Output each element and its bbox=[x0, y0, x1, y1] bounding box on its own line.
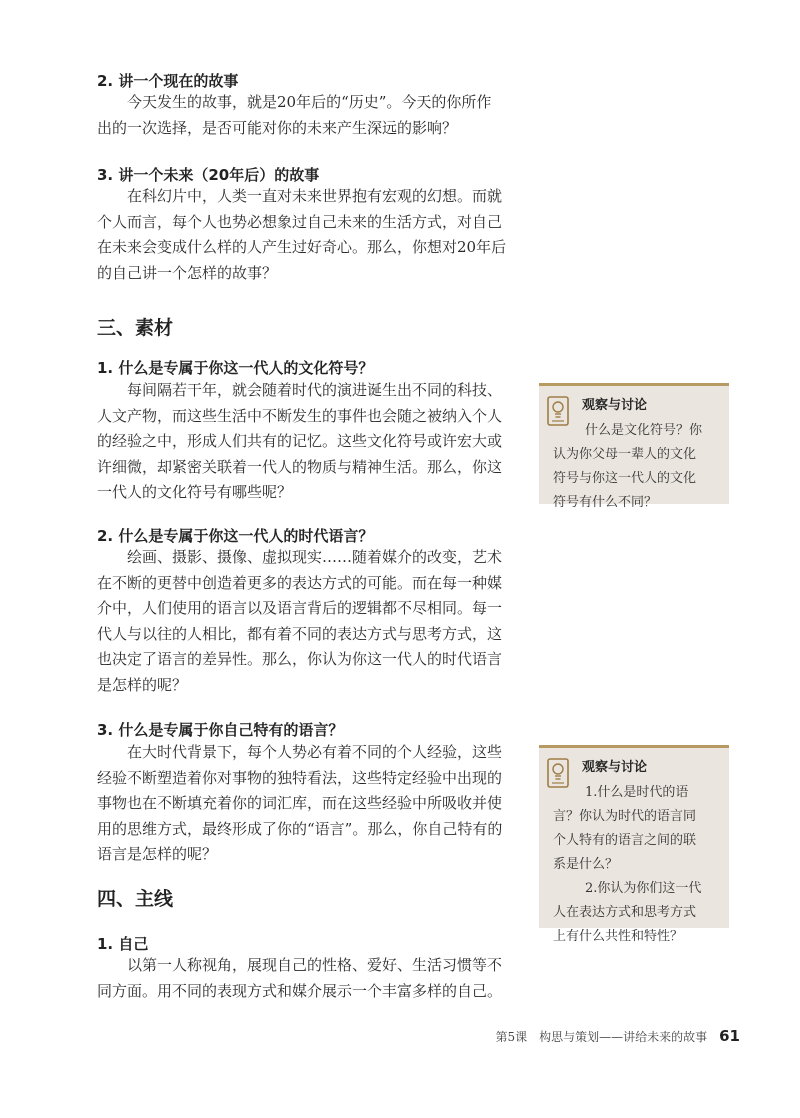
paragraph-cultural-symbols bbox=[97, 378, 517, 506]
sidebar-text-line: 什么是文化符号？你 bbox=[585, 423, 703, 438]
sidebar-text-line: 个人特有的语言之间的联 bbox=[553, 833, 697, 848]
sidebar-text-line: 人在表达方式和思考方式 bbox=[553, 905, 697, 920]
heading-personal-language: 3. 什么是专属于你自己特有的语言？ bbox=[97, 721, 344, 739]
sidebar-text-line: 符号有什么不同？ bbox=[553, 495, 658, 510]
heading-mainline: 四、主线 bbox=[97, 888, 174, 910]
text-line: 介中，人们使用的语言以及语言背后的逻辑都不尽相同。每一 bbox=[97, 599, 503, 618]
text-line: 出的一次选择，是否可能对你的未来产生深远的影响？ bbox=[97, 118, 458, 137]
text-line: 一代人的文化符号有哪些呢？ bbox=[97, 483, 293, 502]
sidebar-discussion-box-2 bbox=[539, 745, 729, 944]
text-line: 的自己讲一个怎样的故事？ bbox=[97, 263, 278, 282]
sidebar-text-line: 2.你认为你们这一代 bbox=[585, 881, 702, 896]
text-line: 绘画、摄影、摄像、虚拟现实……随着媒介的改变，艺术 bbox=[127, 548, 503, 566]
sidebar-box-body bbox=[553, 781, 725, 949]
text-line: 用的思维方式，最终形成了你的“语言”。那么，你自己特有的 bbox=[97, 819, 503, 838]
heading-present-story: 2. 讲一个现在的故事 bbox=[97, 72, 239, 90]
text-line: 语言是怎样的呢？ bbox=[97, 845, 218, 864]
sidebar-text-line: 认为你父母一辈人的文化 bbox=[553, 447, 697, 462]
sidebar-text-line: 言？你认为时代的语言同 bbox=[553, 809, 697, 824]
sidebar-text-line: 上有什么共性和特性？ bbox=[553, 929, 684, 944]
sidebar-box-title: 观察与讨论 bbox=[582, 760, 648, 775]
sidebar-box-body bbox=[553, 419, 725, 515]
page-footer bbox=[495, 1027, 740, 1045]
paragraph-self bbox=[97, 953, 517, 1004]
text-line: 以第一人称视角，展现自己的性格、爱好、生活习惯等不 bbox=[127, 956, 503, 974]
text-line: 也决定了语言的差异性。那么，你认为你这一代人的时代语言 bbox=[97, 650, 503, 669]
paragraph-future-story bbox=[97, 184, 517, 286]
paragraph-personal-language bbox=[97, 740, 517, 868]
footer-lesson-title: 第5课 构思与策划——讲给未来的故事 bbox=[495, 1030, 708, 1044]
sidebar-text-line: 1.什么是时代的语 bbox=[585, 785, 689, 800]
heading-future-story: 3. 讲一个未来（20年后）的故事 bbox=[97, 166, 320, 184]
text-line: 每间隔若干年，就会随着时代的演进诞生出不同的科技、 bbox=[127, 381, 503, 399]
heading-self: 1. 自己 bbox=[97, 935, 149, 953]
sidebar-text-line: 符号与你这一代人的文化 bbox=[553, 471, 697, 486]
text-line: 是怎样的呢？ bbox=[97, 675, 188, 694]
text-line: 的经验之中，形成人们共有的记忆。这些文化符号或许宏大或 bbox=[97, 432, 503, 451]
paragraph-present-story bbox=[97, 90, 517, 141]
text-line: 在未来会变成什么样的人产生过好奇心。那么，你想对20年后 bbox=[97, 238, 507, 257]
paragraph-era-language bbox=[97, 545, 517, 699]
text-line: 事物也在不断填充着你的词汇库，而在这些经验中所吸收并使 bbox=[97, 794, 503, 813]
text-line: 许细微，却紧密关联着一代人的物质与精神生活。那么，你这 bbox=[97, 457, 503, 476]
text-line: 在大时代背景下，每个人势必有着不同的个人经验，这些 bbox=[127, 743, 503, 761]
text-line: 经验不断塑造着你对事物的独特看法，这些特定经验中出现的 bbox=[97, 768, 503, 787]
text-line: 今天发生的故事，就是20年后的“历史”。今天的你所作 bbox=[127, 93, 492, 111]
sidebar-text-line: 系是什么？ bbox=[553, 857, 619, 872]
text-line: 在科幻片中，人类一直对未来世界抱有宏观的幻想。而就 bbox=[127, 187, 503, 205]
text-line: 同方面。用不同的表现方式和媒介展示一个丰富多样的自己。 bbox=[97, 981, 503, 1000]
text-line: 代人与以往的人相比，都有着不同的表达方式与思考方式，这 bbox=[97, 624, 503, 643]
sidebar-discussion-box-1 bbox=[539, 383, 729, 510]
heading-cultural-symbols: 1. 什么是专属于你这一代人的文化符号？ bbox=[97, 359, 374, 377]
heading-materials: 三、素材 bbox=[97, 317, 174, 339]
sidebar-box-title: 观察与讨论 bbox=[582, 398, 648, 413]
heading-era-language: 2. 什么是专属于你这一代人的时代语言？ bbox=[97, 527, 374, 545]
text-line: 个人而言，每个人也势必想象过自己未来的生活方式，对自己 bbox=[97, 212, 503, 231]
text-line: 在不断的更替中创造着更多的表达方式的可能。而在每一种媒 bbox=[97, 573, 503, 592]
text-line: 人文产物，而这些生活中不断发生的事件也会随之被纳入个人 bbox=[97, 406, 503, 425]
page-number: 61 bbox=[719, 1027, 740, 1045]
